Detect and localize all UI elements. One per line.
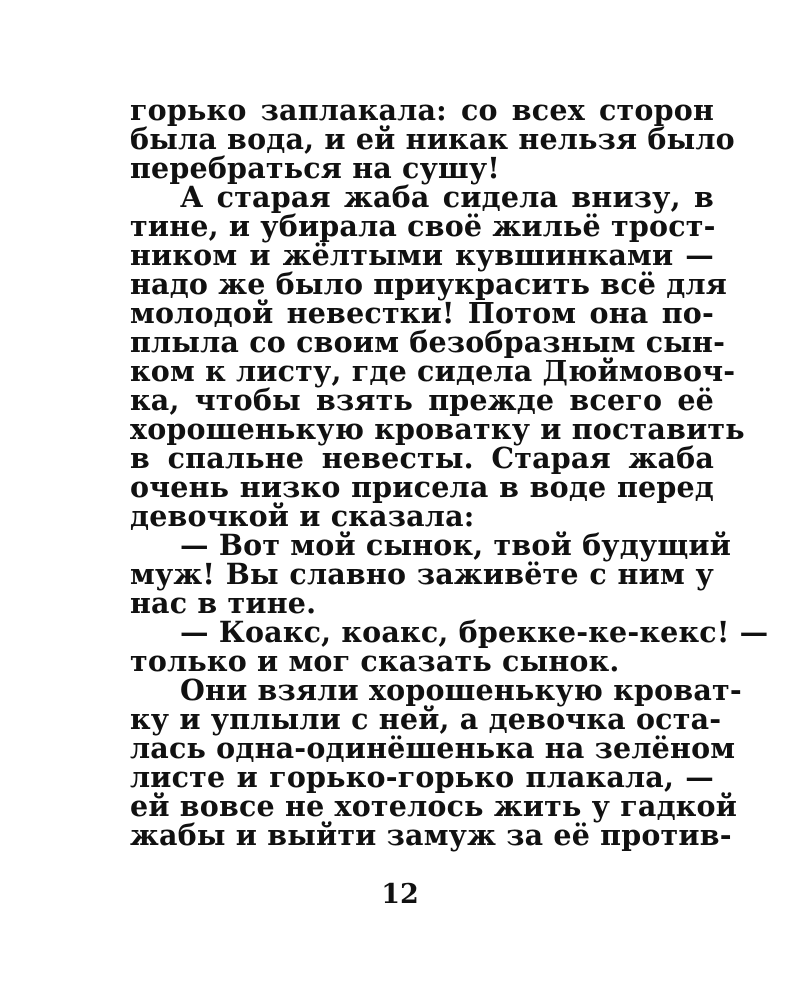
text-line: только и мог сказать сынок. [130, 644, 620, 678]
text-line: нас в тине. [130, 586, 317, 620]
text-line: очень низко присела в воде перед [130, 470, 714, 504]
text-line: хорошенькую кроватку и поставить [130, 412, 745, 446]
text-line: жабы и выйти замуж за её против- [130, 818, 732, 852]
text-line: была вода, и ей никак нельзя было [130, 122, 735, 156]
page-number: 12 [381, 879, 419, 910]
text-line: молодой невестки! Потом она по- [130, 296, 714, 330]
text-line: — Вот мой сынок, твой будущий [180, 528, 732, 562]
text-line: надо же было приукрасить всё для [130, 267, 728, 301]
text-line: ником и жёлтыми кувшинками — [130, 238, 714, 272]
text-line: муж! Вы славно заживёте с ним у [130, 557, 714, 591]
text-line: девочкой и сказала: [130, 499, 475, 533]
text-line: Они взяли хорошенькую кроват- [180, 673, 742, 707]
text-line: горько заплакала: со всех сторон [130, 93, 714, 127]
text-line: ку и уплыли с ней, а девочка оста- [130, 702, 722, 736]
page-text [130, 93, 769, 852]
text-line: ей вовсе не хотелось жить у гадкой [130, 789, 738, 823]
text-line: плыла со своим безобразным сын- [130, 325, 726, 359]
text-line: ком к листу, где сидела Дюймовоч- [130, 354, 736, 388]
text-line: тине, и убирала своё жильё трост- [130, 209, 716, 243]
text-line: ка, чтобы взять прежде всего её [130, 383, 714, 417]
text-line: в спальне невесты. Старая жаба [130, 441, 714, 475]
text-line: перебраться на сушу! [130, 151, 501, 185]
text-line: — Коакс, коакс, брекке-ке-кекс! — [180, 615, 769, 649]
text-line: лась одна-одинёшенька на зелёном [130, 731, 736, 765]
text-line: А старая жаба сидела внизу, в [180, 180, 714, 214]
text-line: листе и горько-горько плакала, — [130, 760, 714, 794]
